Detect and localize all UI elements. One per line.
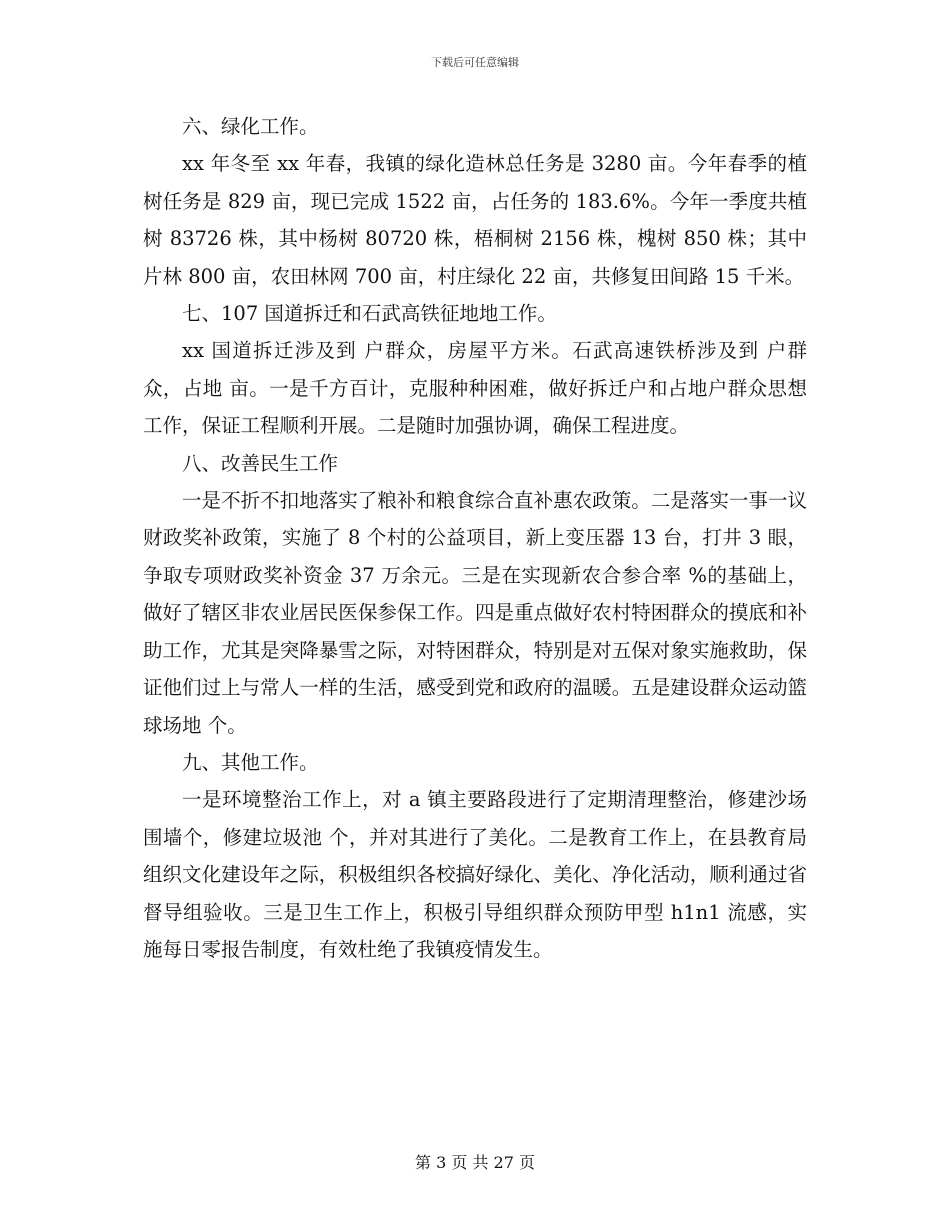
paragraph-other: 一是环境整治工作上，对 a 镇主要路段进行了定期清理整治，修建沙场围墙个，修建垃圾池 个，并对其进行了美化。二是教育工作上，在县教育局组织文化建设年之际，积极组织各校搞好绿化、美化、净化活动，顺利通过省督导组验收。三是卫生工作上，积极引导组织群众预防甲型 h1n1 流感，实施每日零报告制度，有效杜绝了我镇疫情发生。 bbox=[143, 788, 807, 961]
page-footer: 第 3 页 共 27 页 bbox=[415, 1153, 535, 1172]
section-heading-greening: 六、绿化工作。 bbox=[182, 115, 319, 138]
paragraph-greening: xx 年冬至 xx 年春，我镇的绿化造林总任务是 3280 亩。今年春季的植树任务是 829 亩，现已完成 1522 亩，占任务的 183.6%。今年一季度共植树 83726 株，其中杨树 80720 株，梧桐树 2156 株，槐树 850 株；其中片林 800 亩，农田林网 700 亩，村庄绿化 22 亩，共修复田间路 15 千米。 bbox=[143, 152, 807, 288]
paragraph-livelihood: 一是不折不扣地落实了粮补和粮食综合直补惠农政策。二是落实一事一议财政奖补政策，实施了 8 个村的公益项目，新上变压器 13 台，打井 3 眼，争取专项财政奖补资金 37 万余元。三是在实现新农合参合率 %的基础上，做好了辖区非农业居民医保参保工作。四是重点做好农村特困群众的摸底和补助工作，尤其是突降暴雪之际，对特困群众，特别是对五保对象实施救助，保证他们过上与常人一样的生活，感受到党和政府的温暖。五是建设群众运动篮球场地 个。 bbox=[143, 489, 807, 737]
section-heading-other: 九、其他工作。 bbox=[182, 750, 319, 774]
paragraph-demolition: xx 国道拆迁涉及到 户群众，房屋平方米。石武高速铁桥涉及到 户群众，占地 亩。一是千方百计，克服种种困难，做好拆迁户和占地户群众思想工作，保证工程顺利开展。二是随时加强协调，确保工程进度。 bbox=[143, 339, 807, 438]
page-header: 下载后可任意编辑 bbox=[431, 56, 519, 69]
section-heading-demolition: 七、107 国道拆迁和石武高铁征地地工作。 bbox=[182, 302, 557, 326]
section-heading-livelihood: 八、改善民生工作 bbox=[182, 451, 339, 475]
document-body bbox=[143, 108, 807, 968]
